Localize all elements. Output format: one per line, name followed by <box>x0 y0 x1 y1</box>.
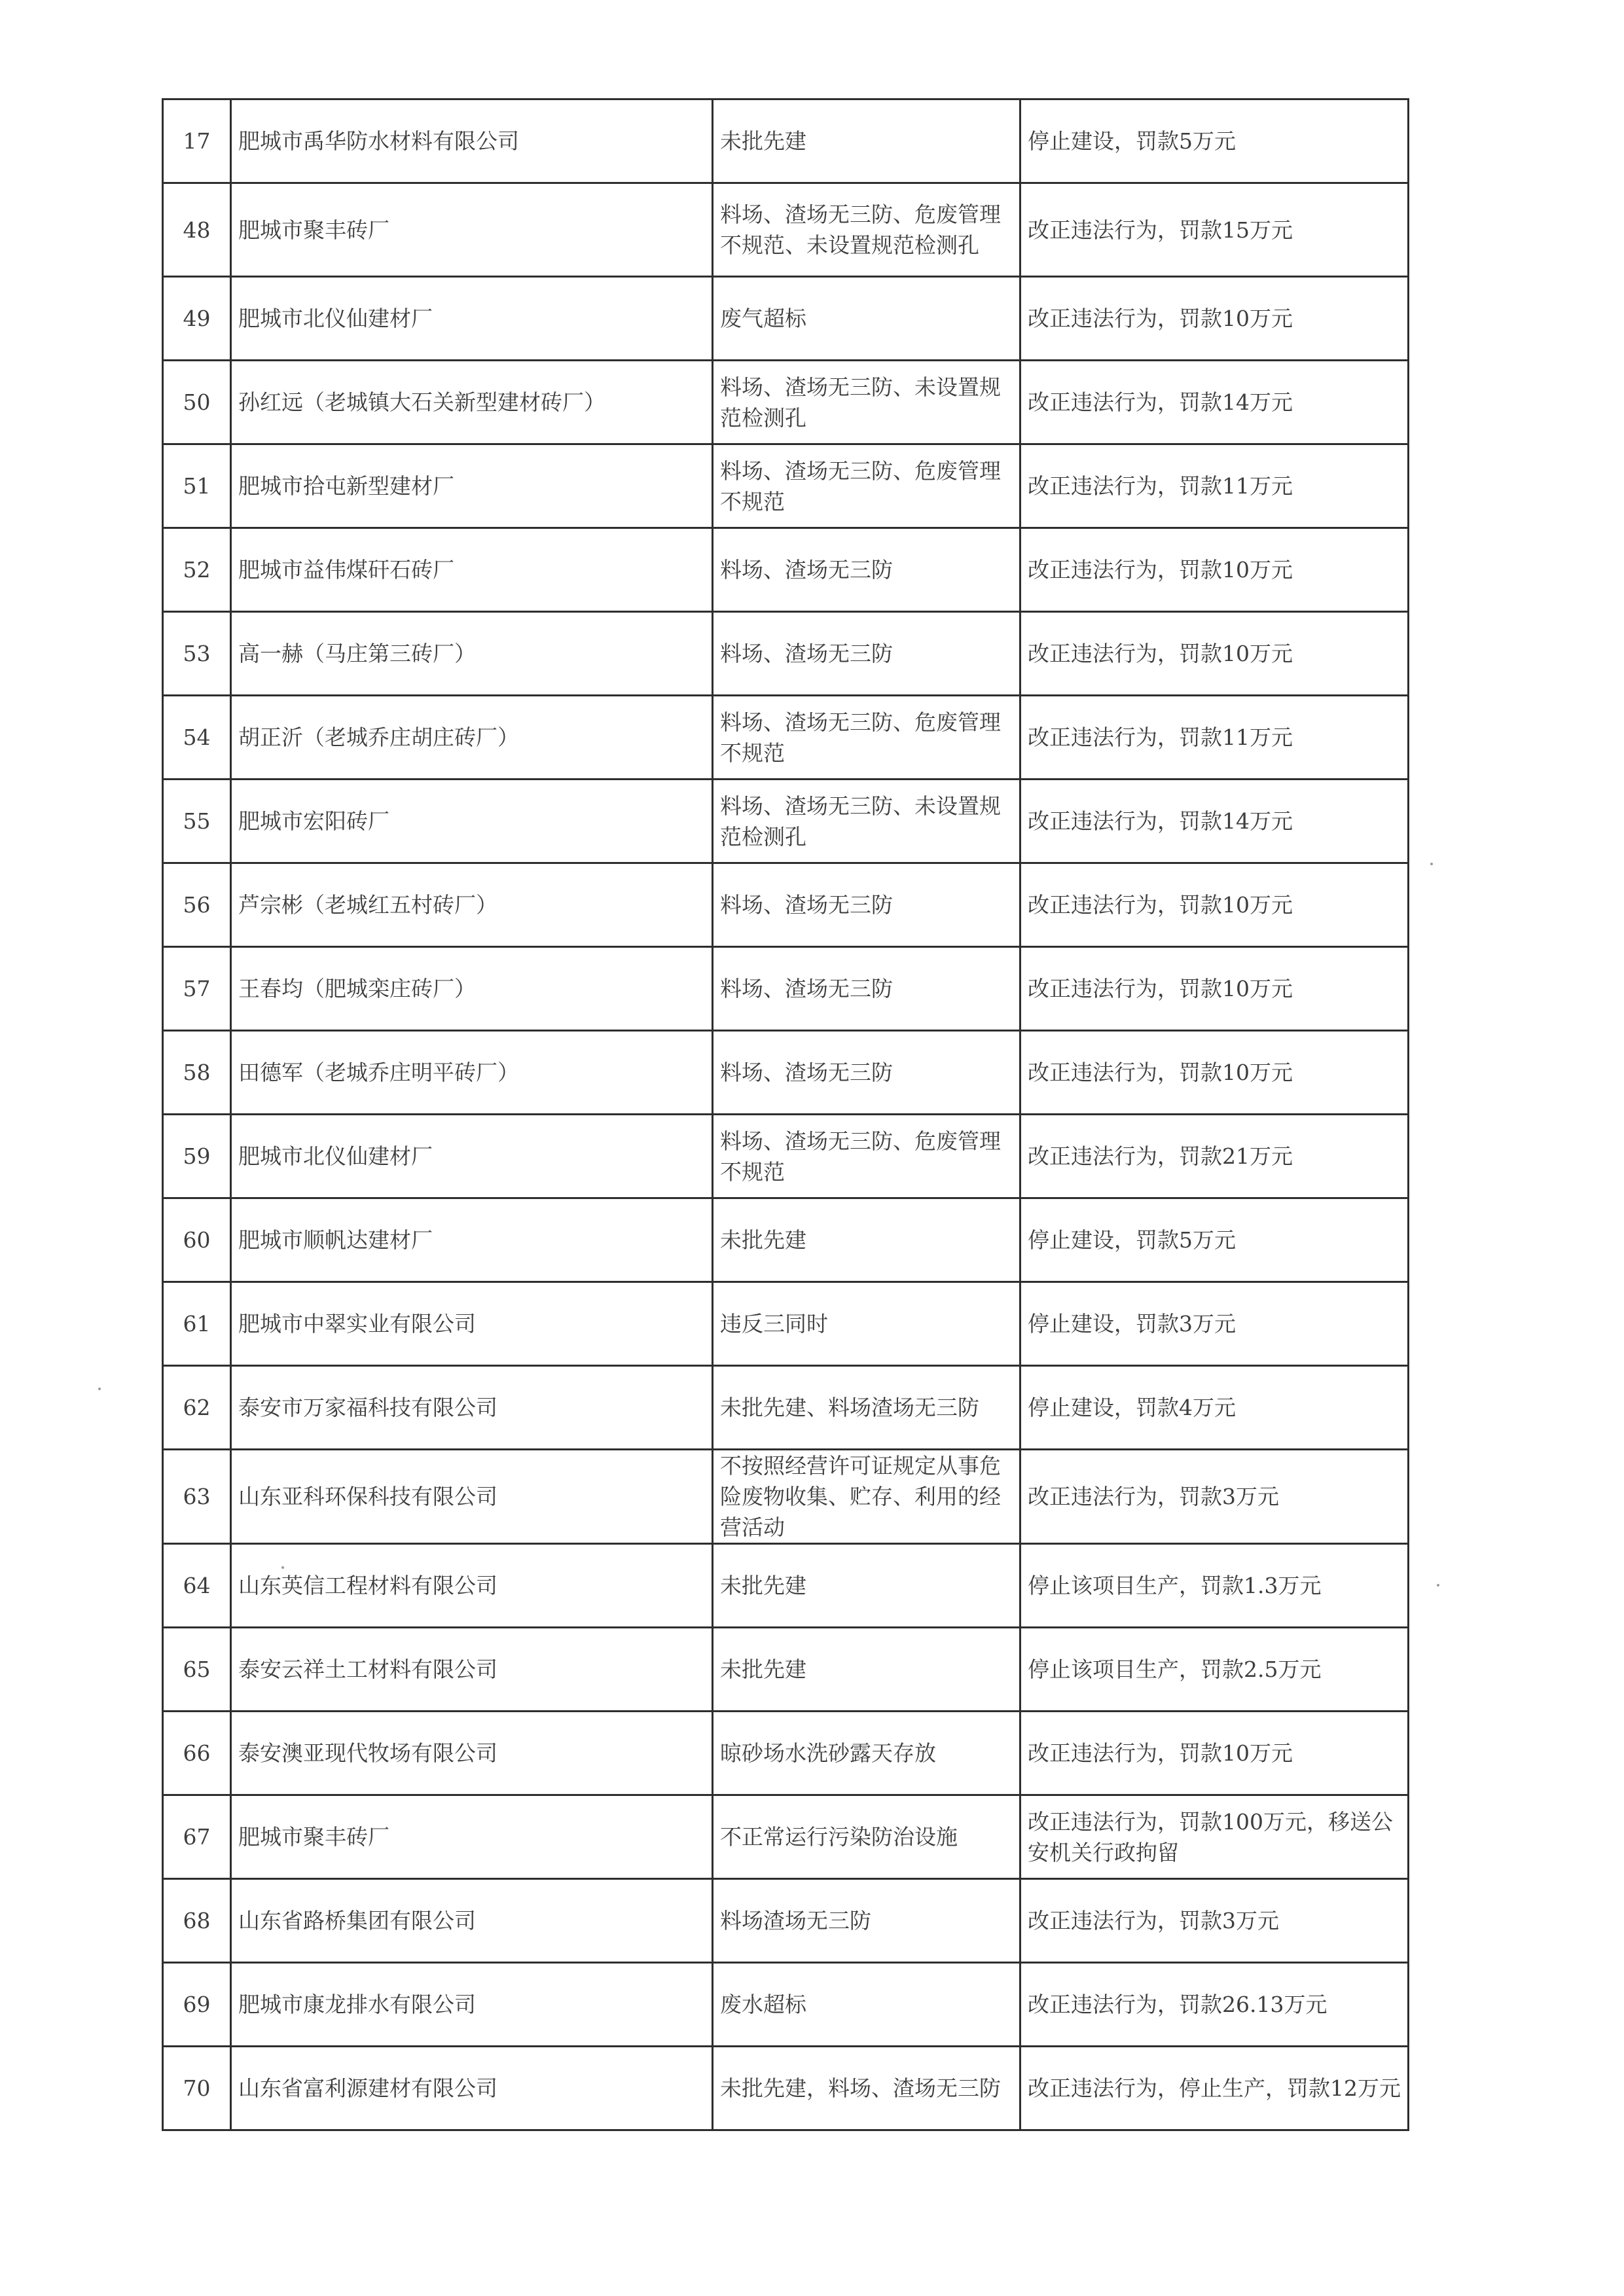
penalty: 改正违法行为，罚款3万元 <box>1020 1450 1409 1544</box>
table-row <box>163 1282 1409 1366</box>
row-number: 49 <box>163 277 231 361</box>
penalty: 改正违法行为，罚款10万元 <box>1020 528 1409 612</box>
company-name: 芦宗彬（老城红五村砖厂） <box>231 863 713 947</box>
company-name: 肥城市聚丰砖厂 <box>231 1795 713 1879</box>
company-name: 泰安澳亚现代牧场有限公司 <box>231 1712 713 1795</box>
penalty: 改正违法行为，罚款100万元，移送公安机关行政拘留 <box>1020 1795 1409 1879</box>
violation: 不正常运行污染防治设施 <box>713 1795 1020 1879</box>
penalty: 改正违法行为，罚款10万元 <box>1020 277 1409 361</box>
table-row <box>163 1879 1409 1963</box>
table-row <box>163 361 1409 444</box>
company-name: 肥城市北仪仙建材厂 <box>231 1115 713 1198</box>
row-number: 52 <box>163 528 231 612</box>
violation: 料场、渣场无三防、危废管理不规范、未设置规范检测孔 <box>713 183 1020 277</box>
company-name: 肥城市宏阳砖厂 <box>231 780 713 863</box>
table-row <box>163 1366 1409 1450</box>
row-number: 59 <box>163 1115 231 1198</box>
table-row <box>163 528 1409 612</box>
table-row <box>163 1544 1409 1628</box>
company-name: 高一赫（马庄第三砖厂） <box>231 612 713 696</box>
company-name: 山东省路桥集团有限公司 <box>231 1879 713 1963</box>
violation: 废气超标 <box>713 277 1020 361</box>
table-row <box>163 1198 1409 1282</box>
penalty: 停止建设，罚款4万元 <box>1020 1366 1409 1450</box>
company-name: 肥城市康龙排水有限公司 <box>231 1963 713 2047</box>
company-name: 胡正沂（老城乔庄胡庄砖厂） <box>231 696 713 780</box>
company-name: 肥城市拾屯新型建材厂 <box>231 444 713 528</box>
penalty: 停止该项目生产，罚款2.5万元 <box>1020 1628 1409 1712</box>
penalty: 停止建设，罚款5万元 <box>1020 99 1409 183</box>
penalty: 改正违法行为，罚款3万元 <box>1020 1879 1409 1963</box>
table-row <box>163 444 1409 528</box>
violation: 不按照经营许可证规定从事危险废物收集、贮存、利用的经营活动 <box>713 1450 1020 1544</box>
company-name: 肥城市北仪仙建材厂 <box>231 277 713 361</box>
violation: 违反三同时 <box>713 1282 1020 1366</box>
company-name: 山东英信工程材料有限公司 <box>231 1544 713 1628</box>
penalty-table <box>162 98 1409 2131</box>
table-row <box>163 1031 1409 1115</box>
penalty: 改正违法行为，罚款15万元 <box>1020 183 1409 277</box>
penalty: 改正违法行为，罚款11万元 <box>1020 444 1409 528</box>
violation: 废水超标 <box>713 1963 1020 2047</box>
row-number: 61 <box>163 1282 231 1366</box>
company-name: 肥城市顺帆达建材厂 <box>231 1198 713 1282</box>
row-number: 48 <box>163 183 231 277</box>
company-name: 山东省富利源建材有限公司 <box>231 2047 713 2130</box>
penalty: 停止该项目生产，罚款1.3万元 <box>1020 1544 1409 1628</box>
table-row <box>163 780 1409 863</box>
violation: 料场、渣场无三防、危废管理不规范 <box>713 1115 1020 1198</box>
company-name: 肥城市聚丰砖厂 <box>231 183 713 277</box>
penalty: 改正违法行为，罚款10万元 <box>1020 1712 1409 1795</box>
penalty: 改正违法行为，罚款10万元 <box>1020 863 1409 947</box>
company-name: 田德军（老城乔庄明平砖厂） <box>231 1031 713 1115</box>
row-number: 65 <box>163 1628 231 1712</box>
penalty: 改正违法行为，罚款10万元 <box>1020 612 1409 696</box>
violation: 未批先建、料场渣场无三防 <box>713 1366 1020 1450</box>
scan-speck <box>281 1566 284 1569</box>
penalty: 停止建设，罚款3万元 <box>1020 1282 1409 1366</box>
penalty: 改正违法行为，罚款11万元 <box>1020 696 1409 780</box>
row-number: 64 <box>163 1544 231 1628</box>
row-number: 17 <box>163 99 231 183</box>
penalty: 改正违法行为，罚款10万元 <box>1020 947 1409 1031</box>
company-name: 山东亚科环保科技有限公司 <box>231 1450 713 1544</box>
table-row <box>163 1795 1409 1879</box>
row-number: 60 <box>163 1198 231 1282</box>
company-name: 泰安云祥土工材料有限公司 <box>231 1628 713 1712</box>
row-number: 68 <box>163 1879 231 1963</box>
table-row <box>163 1628 1409 1712</box>
penalty: 改正违法行为，罚款14万元 <box>1020 361 1409 444</box>
company-name: 王春均（肥城栾庄砖厂） <box>231 947 713 1031</box>
row-number: 66 <box>163 1712 231 1795</box>
penalty: 改正违法行为，停止生产，罚款12万元 <box>1020 2047 1409 2130</box>
violation: 料场、渣场无三防、危废管理不规范 <box>713 444 1020 528</box>
row-number: 55 <box>163 780 231 863</box>
row-number: 69 <box>163 1963 231 2047</box>
violation: 未批先建 <box>713 1198 1020 1282</box>
scan-speck <box>1430 863 1433 865</box>
row-number: 70 <box>163 2047 231 2130</box>
row-number: 62 <box>163 1366 231 1450</box>
penalty: 改正违法行为，罚款14万元 <box>1020 780 1409 863</box>
violation: 晾砂场水洗砂露天存放 <box>713 1712 1020 1795</box>
table-row <box>163 1712 1409 1795</box>
table-row <box>163 863 1409 947</box>
table-row <box>163 2047 1409 2130</box>
penalty: 改正违法行为，罚款10万元 <box>1020 1031 1409 1115</box>
row-number: 63 <box>163 1450 231 1544</box>
table-row <box>163 947 1409 1031</box>
company-name: 肥城市禹华防水材料有限公司 <box>231 99 713 183</box>
table-row <box>163 277 1409 361</box>
violation: 料场、渣场无三防、危废管理不规范 <box>713 696 1020 780</box>
violation: 料场、渣场无三防、未设置规范检测孔 <box>713 780 1020 863</box>
violation: 料场、渣场无三防、未设置规范检测孔 <box>713 361 1020 444</box>
row-number: 53 <box>163 612 231 696</box>
violation: 未批先建 <box>713 1544 1020 1628</box>
table-row <box>163 1115 1409 1198</box>
company-name: 肥城市中翠实业有限公司 <box>231 1282 713 1366</box>
company-name: 孙红远（老城镇大石关新型建材砖厂） <box>231 361 713 444</box>
table-row <box>163 612 1409 696</box>
violation: 料场、渣场无三防 <box>713 947 1020 1031</box>
violation: 料场渣场无三防 <box>713 1879 1020 1963</box>
row-number: 56 <box>163 863 231 947</box>
table-row <box>163 1450 1409 1544</box>
penalty: 改正违法行为，罚款26.13万元 <box>1020 1963 1409 2047</box>
violation: 料场、渣场无三防 <box>713 528 1020 612</box>
table-row <box>163 696 1409 780</box>
violation: 未批先建，料场、渣场无三防 <box>713 2047 1020 2130</box>
row-number: 58 <box>163 1031 231 1115</box>
penalty: 停止建设，罚款5万元 <box>1020 1198 1409 1282</box>
violation: 料场、渣场无三防 <box>713 612 1020 696</box>
table-row <box>163 183 1409 277</box>
table-row <box>163 1963 1409 2047</box>
company-name: 泰安市万家福科技有限公司 <box>231 1366 713 1450</box>
scan-speck <box>98 1388 101 1390</box>
violation: 未批先建 <box>713 1628 1020 1712</box>
row-number: 54 <box>163 696 231 780</box>
violation: 未批先建 <box>713 99 1020 183</box>
violation: 料场、渣场无三防 <box>713 1031 1020 1115</box>
scan-speck <box>1437 1584 1439 1587</box>
row-number: 51 <box>163 444 231 528</box>
company-name: 肥城市益伟煤矸石砖厂 <box>231 528 713 612</box>
row-number: 67 <box>163 1795 231 1879</box>
row-number: 50 <box>163 361 231 444</box>
violation: 料场、渣场无三防 <box>713 863 1020 947</box>
table-row <box>163 99 1409 183</box>
penalty: 改正违法行为，罚款21万元 <box>1020 1115 1409 1198</box>
row-number: 57 <box>163 947 231 1031</box>
